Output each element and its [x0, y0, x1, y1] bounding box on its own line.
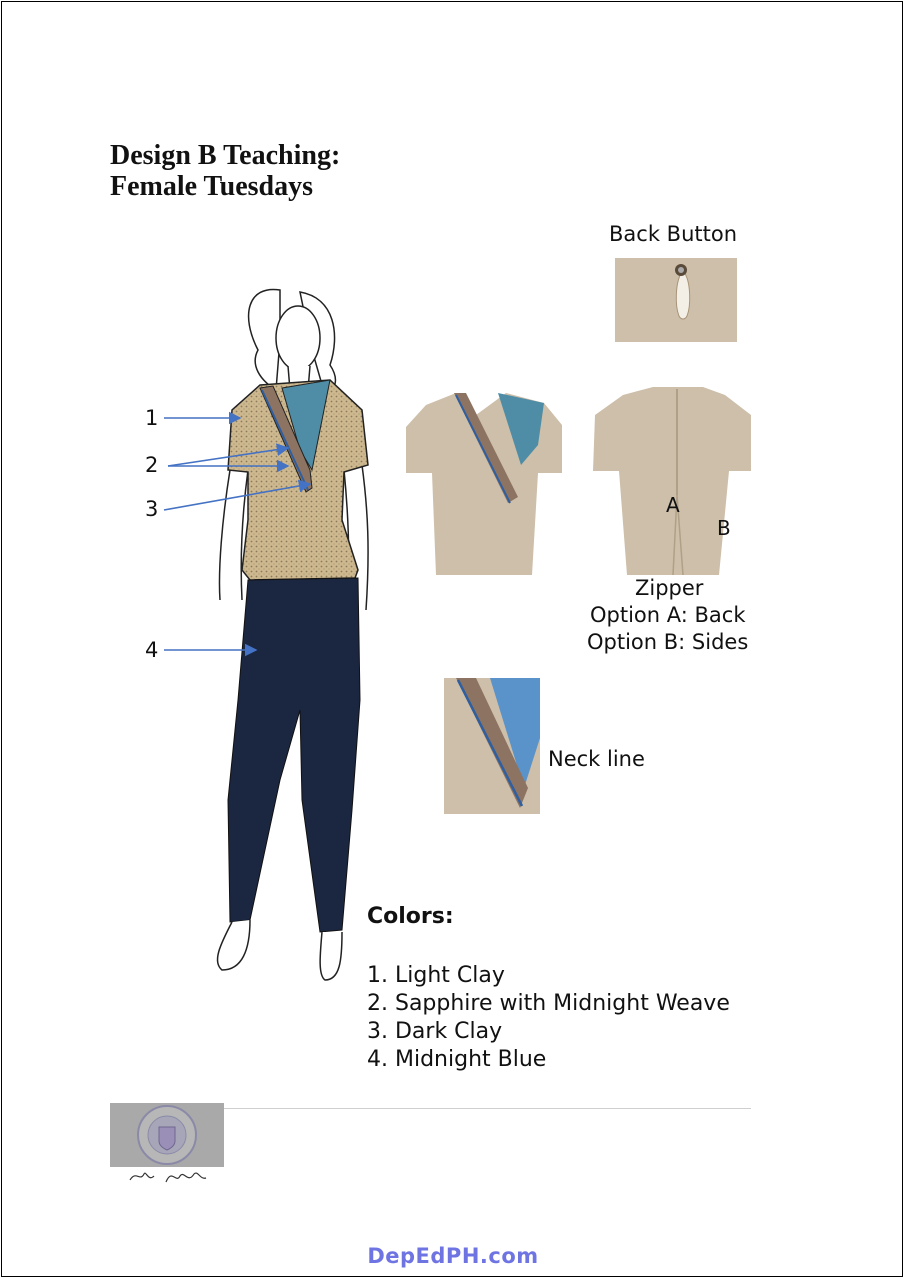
deped-seal [110, 1103, 224, 1167]
zipper-letter-b: B [717, 516, 731, 540]
site-watermark: DepEdPH.com [367, 1244, 539, 1268]
color-item-1: 1. Light Clay [367, 963, 505, 988]
color-item-2: 2. Sapphire with Midnight Weave [367, 991, 730, 1016]
colors-list [367, 962, 730, 1074]
color-item-3: 3. Dark Clay [367, 1019, 503, 1044]
callout-2: 2 [145, 453, 159, 477]
colors-heading: Colors: [367, 904, 454, 929]
title-line-1: Design B Teaching: [110, 140, 341, 171]
callout-4: 4 [145, 638, 159, 662]
callout-1: 1 [145, 406, 159, 430]
neck-line-label: Neck line [548, 747, 645, 771]
callout-arrows [160, 400, 320, 670]
callout-3: 3 [145, 497, 159, 521]
zipper-option-a: Option A: Back [590, 603, 746, 627]
signatures [128, 1166, 208, 1188]
back-button-photo [615, 258, 737, 342]
seal-icon [110, 1103, 224, 1167]
zipper-label: Zipper [635, 576, 704, 600]
back-blouse-photo [593, 385, 753, 580]
zipper-letter-a: A [666, 493, 680, 517]
zipper-option-b: Option B: Sides [587, 630, 749, 654]
color-item-4: 4. Midnight Blue [367, 1047, 547, 1072]
page-title [110, 140, 340, 202]
front-blouse-photo [406, 385, 564, 580]
neckline-photo [444, 678, 540, 814]
title-line-2: Female Tuesdays [110, 171, 314, 202]
back-button-label: Back Button [609, 222, 737, 246]
